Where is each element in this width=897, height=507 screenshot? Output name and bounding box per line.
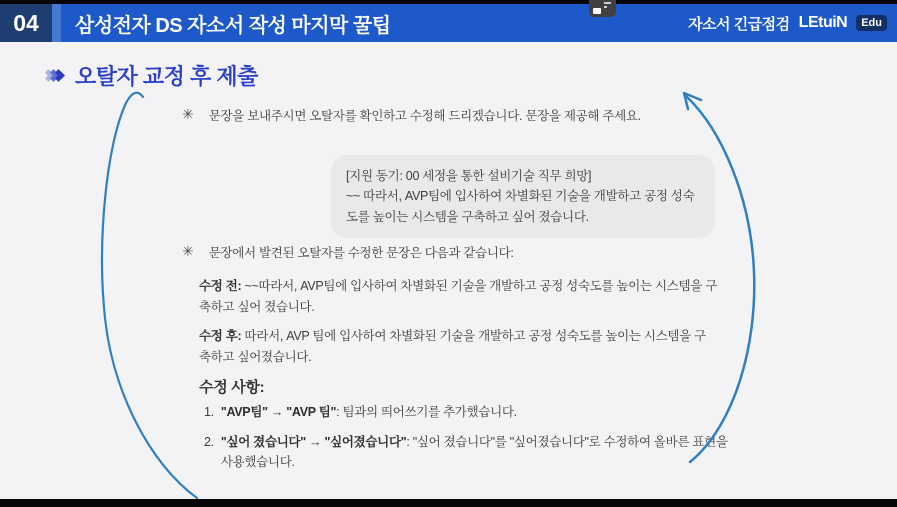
pip-inner-square — [593, 8, 601, 14]
changes-list — [204, 402, 728, 482]
before-paragraph — [199, 276, 717, 319]
video-letterbox-bottom — [0, 499, 897, 507]
before-text: ~~따라서, AVP팀에 입사하여 차별화된 기술을 개발하고 공정 성숙도를 높이는 시스템을 구축하고 싶어 졌습니다. — [199, 279, 717, 315]
before-label: 수정 전: — [199, 279, 242, 293]
change-text: "AVP팀" → "AVP 팀": 팀과의 띄어쓰기를 추가했습니다. — [220, 405, 517, 419]
assistant-message-1 — [182, 106, 742, 124]
slide-title: 삼성전자 DS 자소서 작성 마지막 꿀팁 — [75, 14, 391, 37]
changes-heading: 수정 사항: — [199, 379, 265, 396]
header-separator — [52, 4, 61, 42]
brand-logo: LEtuiN — [798, 14, 848, 31]
user-bubble-line1: [지원 동기: 00 세정을 통한 설비기술 직무 희망] — [346, 169, 592, 183]
after-paragraph — [199, 326, 717, 369]
change-number: 2. — [204, 434, 214, 449]
slide-number: 04 — [0, 4, 52, 42]
change-item-1 — [204, 402, 728, 423]
pip-inner-line — [604, 6, 607, 8]
slide-header — [0, 4, 897, 42]
pip-inner-line — [604, 2, 611, 4]
header-right-group — [688, 13, 897, 34]
left-annotation-curve — [102, 93, 197, 498]
user-message-bubble — [331, 155, 715, 238]
course-label: 자소서 긴급점검 — [688, 15, 790, 33]
change-text: "싶어 졌습니다" → "싶어졌습니다": "싶어 졌습니다"를 "싶어졌습니다"로 수정하여 올바른 표현을 사용했습니다. — [220, 434, 728, 470]
change-number: 1. — [204, 405, 214, 419]
double-chevron-right-icon — [44, 71, 63, 80]
change-item-2 — [204, 432, 728, 473]
after-text: 따라서, AVP 팀에 입사하여 차별화된 기술을 개발하고 공정 성숙도를 높이는 시스템을 구축하고 싶어졌습니다. — [199, 329, 706, 365]
assistant-message-text: 문장에서 발견된 오탈자를 수정한 문장은 다음과 같습니다: — [208, 246, 514, 260]
after-label: 수정 후: — [199, 329, 242, 343]
assistant-message-text: 문장을 보내주시면 오탈자를 확인하고 수정해 드리겠습니다. 문장을 제공해 주세요. — [208, 109, 641, 123]
user-bubble-line2: ~~ 따라서, AVP팀에 입사하여 차별화된 기술을 개발하고 공정 성숙도를 높이는 시스템을 구축하고 싶어 졌습니다. — [346, 189, 695, 224]
section-heading-row — [44, 60, 258, 91]
section-title: 오탈자 교정 후 제출 — [75, 64, 258, 89]
chatgpt-icon: ✳ — [182, 243, 194, 259]
screen-share-indicator-icon[interactable] — [589, 0, 616, 17]
chatgpt-icon: ✳ — [182, 106, 194, 122]
assistant-message-2 — [182, 243, 742, 261]
brand-edu-badge: Edu — [856, 15, 887, 31]
